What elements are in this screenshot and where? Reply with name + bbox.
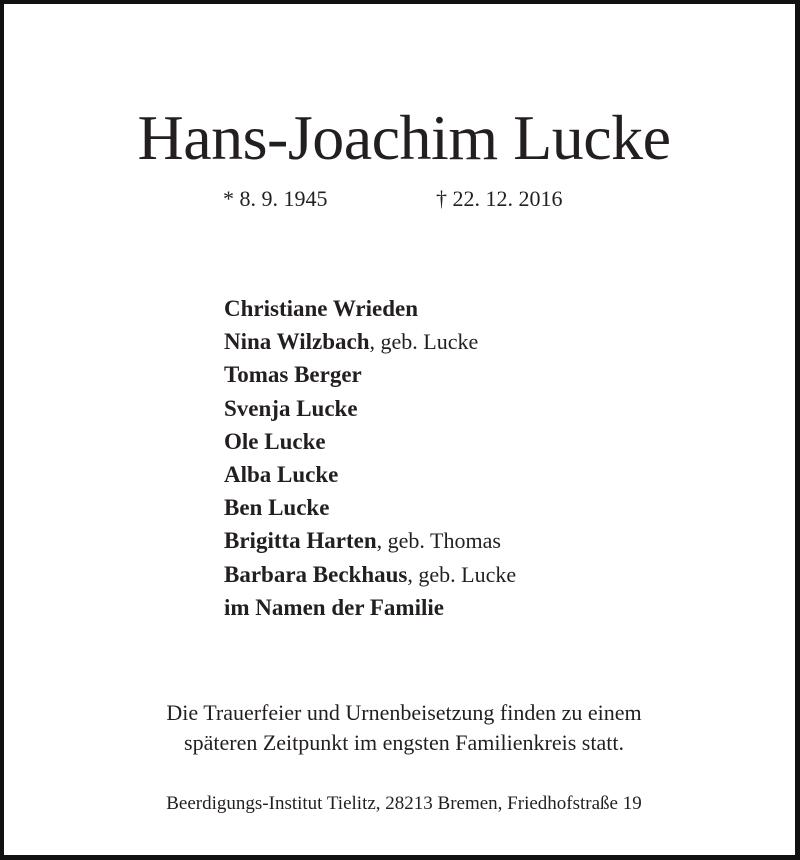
mourner-name: Ben Lucke [224,495,330,521]
mourner-name: im Namen der Familie [224,594,444,620]
mourners-list [224,292,516,624]
mourner-suffix: , geb. Lucke [369,329,479,355]
mourner-name: Brigitta Harten [224,528,377,554]
mourner-name: Tomas Berger [224,362,362,388]
funeral-home: Beerdigungs-Institut Tielitz, 28213 Bremen, Friedhofstraße 19 [166,793,642,814]
notice-line: Die Trauerfeier und Urnenbeisetzung finden zu einem [166,700,642,725]
funeral-notice [4,698,800,758]
notice-line: späteren Zeitpunkt im engsten Familienkreis statt. [184,730,624,755]
mourner-row [224,491,516,524]
birth-date: * 8. 9. 1945 [223,186,328,211]
mourner-name: Ole Lucke [224,428,326,454]
deceased-name: Hans-Joachim Lucke [137,102,671,173]
mourner-row [224,425,516,458]
mourner-name: Barbara Beckhaus [224,561,408,587]
mourner-row [224,325,516,358]
mourner-row [224,292,516,325]
mourner-row [224,591,516,624]
mourner-row [224,524,516,557]
mourner-suffix: , geb. Thomas [376,528,501,554]
mourner-suffix: , geb. Lucke [407,561,517,587]
mourner-row [224,358,516,391]
mourner-name: Alba Lucke [224,461,339,487]
mourner-row [224,392,516,425]
mourner-row [224,558,516,591]
mourner-name: Christiane Wrieden [224,296,419,321]
mourner-row [224,458,516,491]
mourner-name: Svenja Lucke [224,395,358,421]
death-date: † 22. 12. 2016 [436,186,563,211]
mourner-name: Nina Wilzbach [224,329,370,355]
